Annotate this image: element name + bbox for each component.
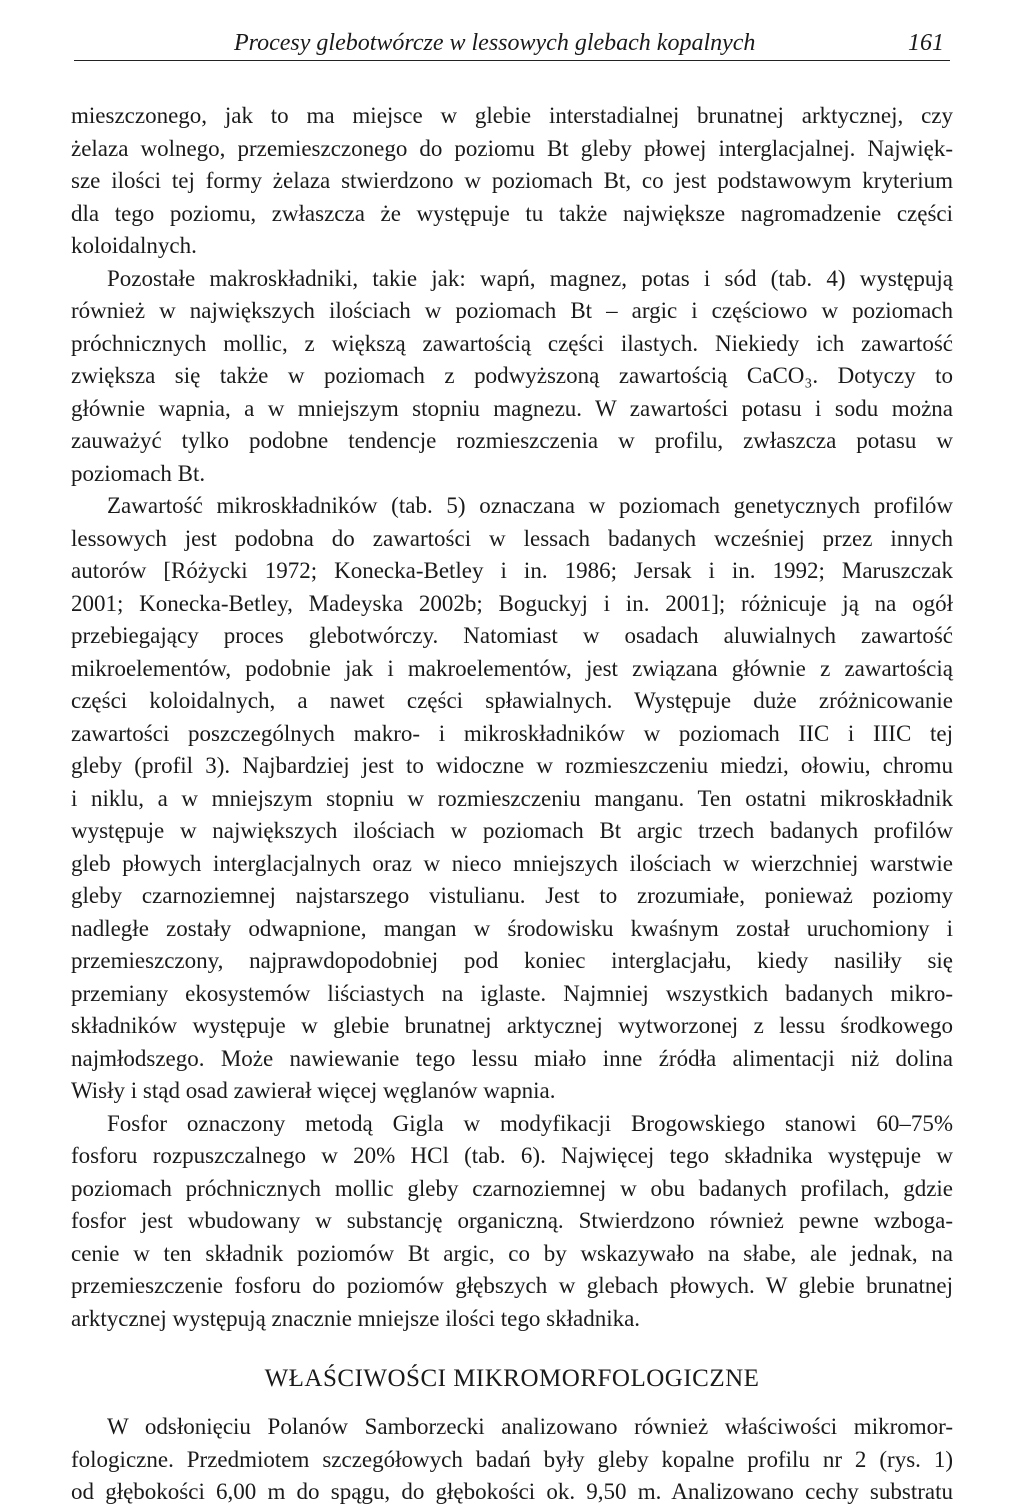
paragraph-macroelements [71, 263, 953, 491]
text-line: również w największych ilościach w poziomach Bt – argic i częściowo w poziomach [71, 298, 953, 323]
text-line: fosforu rozpuszczalnego w 20% HCl (tab. 6). Najwięcej tego składnika występuje w [71, 1143, 953, 1168]
paragraph-microelements [71, 490, 953, 1108]
text-line: dla tego poziomu, zwłaszcza że występuje tu także największe nagromadzenie części [71, 200, 953, 226]
running-title: Procesy glebotwórcze w lessowych glebach kopalnych [234, 30, 756, 56]
page-body [71, 100, 953, 1509]
paragraph-micromorphology [71, 1411, 953, 1509]
text-line: mieszczonego, jak to ma miejsce w glebie interstadialnej brunatnej arktycznej, czy [71, 103, 953, 128]
page-number: 161 [908, 30, 944, 56]
text-line: występuje w największych ilościach w poziomach Bt argic trzech badanych profilów [71, 818, 953, 843]
text-line: przebiegający proces glebotwórczy. Natomiast w osadach aluwialnych zawartość [71, 623, 953, 648]
text-line: przemieszczony, najprawdopodobniej pod koniec interglacjału, kiedy nasiliły się [71, 948, 953, 973]
text-line: przemieszczenie fosforu do poziomów głębszych w glebach płowych. W glebie brunatnej [71, 1273, 953, 1298]
text-line: Pozostałe makroskładniki, takie jak: wapń, magnez, potas i sód (tab. 4) występują [107, 265, 953, 291]
text-line: przemiany ekosystemów liściastych na iglaste. Najmniej wszystkich badanych mikro- [71, 980, 953, 1006]
text-line: poziomach próchnicznych mollic gleby czarnoziemnej w obu badanych profilach, gdzie [71, 1175, 953, 1201]
text-line: głównie wapnia, a w mniejszym stopniu magnezu. W zawartości potasu i sodu można [71, 395, 953, 421]
text-line: Wisły i stąd osad zawierał więcej węglanów wapnia. [71, 1078, 556, 1103]
text-line: gleby (profil 3). Najbardziej jest to widoczne w rozmieszczeniu miedzi, ołowiu, chromu [71, 753, 953, 778]
text-line: i niklu, a w mniejszym stopniu w rozmieszczeniu manganu. Ten ostatni mikroskładnik [71, 785, 953, 811]
running-header [74, 22, 950, 61]
text-line: gleb płowych interglacjalnych oraz w nieco mniejszych ilościach w wierzchniej warstwie [71, 850, 953, 876]
text-line: lessowych jest podobna do zawartości w lessach badanych wcześniej przez innych [71, 525, 953, 551]
text-line: koloidalnych. [71, 233, 197, 258]
text-line: cenie w ten składnik poziomów Bt argic, co by wskazywało na słabe, ale jednak, na [71, 1240, 953, 1266]
text-line: gleby czarnoziemnej najstarszego vistulianu. Jest to zrozumiałe, ponieważ poziomy [71, 883, 953, 908]
text-line: Fosfor oznaczony metodą Gigla w modyfikacji Brogowskiego stanowi 60–75% [107, 1110, 953, 1136]
text-line: od głębokości 6,00 m do spągu, do głębokości ok. 9,50 m. Analizowano cechy substratu [71, 1479, 953, 1504]
text-line: składników występuje w glebie brunatnej arktycznej wytworzonej z lessu środkowego [71, 1013, 953, 1038]
text-line: nadległe zostały odwapnione, mangan w środowisku kwaśnym został uruchomiony i [71, 915, 953, 941]
text-line: najmłodszego. Może nawiewanie tego lessu miało inne źródła alimentacji niż dolina [71, 1045, 953, 1071]
text-line: 2001; Konecka-Betley, Madeyska 2002b; Boguckyj i in. 2001]; różnicuje ją na ogół [71, 590, 953, 616]
text-line: części koloidalnych, a nawet części spławialnych. Występuje duże zróżnicowanie [71, 688, 953, 713]
section-heading: WŁAŚCIWOŚCI MIKROMORFOLOGICZNE [264, 1365, 760, 1392]
paragraph-iron [71, 100, 953, 263]
text-line: zauważyć tylko podobne tendencje rozmieszczenia w profilu, zwłaszcza potasu w [71, 428, 953, 453]
text-line: sze ilości tej formy żelaza stwierdzono w poziomach Bt, co jest podstawowym kryterium [71, 168, 953, 193]
text-line: W odsłonięciu Polanów Samborzecki analizowano również właściwości mikromor- [107, 1414, 953, 1439]
text-line: zwiększa się także w poziomach z podwyższoną zawartością CaCO₃. Dotyczy to [71, 363, 953, 388]
text-line: fosfor jest wbudowany w substancję organiczną. Stwierdzono również pewne wzboga- [71, 1208, 953, 1233]
text-line: żelaza wolnego, przemieszczonego do poziomu Bt gleby płowej interglacjalnej. Najwięk- [71, 135, 953, 161]
section-spacer [71, 1335, 953, 1359]
paragraph-phosphorus [71, 1108, 953, 1336]
text-line: zawartości poszczególnych makro- i mikroskładników w poziomach IIC i IIIC tej [71, 720, 953, 746]
text-line: poziomach Bt. [71, 460, 206, 486]
text-line: fologiczne. Przedmiotem szczegółowych badań były gleby kopalne profilu nr 2 (rys. 1) [71, 1446, 953, 1472]
text-line: arktycznej występują znacznie mniejsze ilości tego składnika. [71, 1305, 641, 1331]
text-line: autorów [Różycki 1972; Konecka-Betley i in. 1986; Jersak i in. 1992; Maruszczak [71, 558, 953, 583]
text-line: próchnicznych mollic, z większą zawartością części ilastych. Niekiedy ich zawartość [71, 330, 953, 356]
text-line: mikroelementów, podobnie jak i makroelementów, jest związana głównie z zawartością [71, 655, 953, 681]
text-line: Zawartość mikroskładników (tab. 5) oznaczana w poziomach genetycznych profilów [107, 493, 953, 518]
